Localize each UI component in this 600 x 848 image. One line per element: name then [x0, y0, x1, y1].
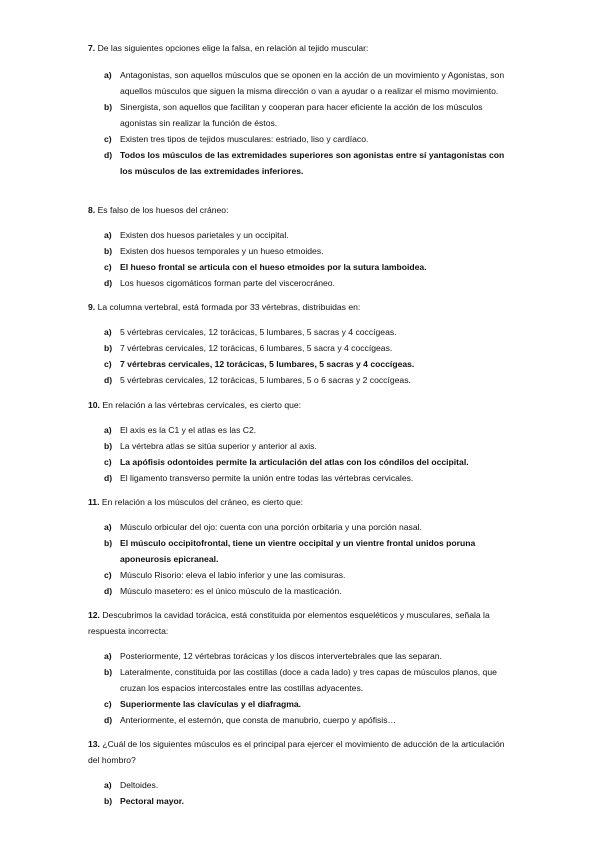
options-list — [88, 67, 518, 179]
option-letter: b) — [104, 246, 113, 256]
question-11 — [88, 494, 518, 599]
option-text: Anteriormente, el esternón, que consta de manubrio, cuerpo y apófisis… — [120, 715, 397, 725]
option-letter: d) — [104, 150, 113, 160]
option-text: 5 vértebras cervicales, 12 torácicas, 5 lumbares, 5 o 6 sacras y 2 coccígeas. — [120, 375, 411, 385]
option-d — [88, 583, 518, 599]
question-text: En relación a las vértebras cervicales, es cierto que: — [102, 400, 302, 410]
question-text: En relación a los músculos del cráneo, es cierto que: — [101, 497, 303, 507]
option-letter: d) — [104, 375, 113, 385]
option-letter: b) — [104, 667, 113, 677]
options-list — [88, 648, 518, 728]
option-a — [88, 648, 518, 664]
option-letter: a) — [104, 70, 112, 80]
option-d — [88, 372, 518, 388]
options-list — [88, 519, 518, 599]
option-text: 7 vértebras cervicales, 12 torácicas, 5 lumbares, 5 sacras y 4 coccígeas. — [120, 359, 415, 369]
option-letter: c) — [104, 699, 112, 709]
option-text: Pectoral mayor. — [120, 796, 185, 806]
question-13 — [88, 736, 518, 809]
option-text: Existen tres tipos de tejidos musculares: estriado, liso y cardíaco. — [120, 134, 369, 144]
option-b — [88, 438, 518, 454]
option-letter: a) — [104, 651, 112, 661]
question-stem — [88, 736, 518, 768]
option-text: 5 vértebras cervicales, 12 torácicas, 5 lumbares, 5 sacras y 4 coccígeas. — [120, 327, 397, 337]
option-d-correct — [88, 147, 518, 179]
option-a — [88, 777, 518, 793]
question-stem — [88, 40, 518, 56]
question-stem — [88, 202, 518, 218]
option-text: El músculo occipitofrontal, tiene un vientre occipital y un vientre frontal unidos poruna aponeurosis epicraneal. — [120, 538, 476, 564]
question-stem — [88, 397, 518, 413]
option-b — [88, 243, 518, 259]
question-number: 7. — [88, 43, 96, 53]
option-letter: a) — [104, 230, 112, 240]
option-text: La vértebra atlas se sitúa superior y anterior al axis. — [120, 441, 317, 451]
option-c-correct — [88, 356, 518, 372]
option-c-correct — [88, 454, 518, 470]
question-stem — [88, 299, 518, 315]
question-12 — [88, 607, 518, 728]
option-c-correct — [88, 259, 518, 275]
option-letter: a) — [104, 327, 112, 337]
question-9 — [88, 299, 518, 388]
option-text: Deltoides. — [120, 780, 159, 790]
question-text: Descubrimos la cavidad torácica, está constituida por elementos esqueléticos y musculares, señala la respuesta incorrecta: — [88, 610, 490, 636]
option-c — [88, 131, 518, 147]
question-10 — [88, 397, 518, 486]
question-8 — [88, 202, 518, 291]
option-a — [88, 519, 518, 535]
option-text: Antagonistas, son aquellos músculos que se oponen en la acción de un movimiento y Agonistas, son aquellos músculos que siguen la misma dirección o van a ayudar o a realizar el mismo movimiento. — [120, 70, 505, 96]
options-list — [88, 324, 518, 388]
question-number: 10. — [88, 400, 100, 410]
option-text: Músculo orbicular del ojo: cuenta con una porción orbitaria y una porción nasal. — [120, 522, 422, 532]
option-d — [88, 712, 518, 728]
option-letter: d) — [104, 278, 113, 288]
options-list — [88, 777, 518, 809]
option-letter: a) — [104, 425, 112, 435]
option-letter: b) — [104, 441, 113, 451]
option-letter: a) — [104, 780, 112, 790]
question-stem — [88, 494, 518, 510]
option-letter: b) — [104, 343, 113, 353]
option-b — [88, 340, 518, 356]
option-letter: c) — [104, 262, 112, 272]
option-a — [88, 67, 518, 99]
option-text: Lateralmente, constituida por las costillas (doce a cada lado) y tres capas de músculos planos, que cruzan los espacios intercostales entre las costillas adyacentes. — [120, 667, 497, 693]
option-letter: d) — [104, 473, 113, 483]
question-number: 12. — [88, 610, 100, 620]
option-text: El ligamento transverso permite la unión entre todas las vértebras cervicales. — [120, 473, 414, 483]
option-a — [88, 422, 518, 438]
option-c-correct — [88, 696, 518, 712]
option-text: Todos los músculos de las extremidades superiores son agonistas entre sí yantagonistas con los músculos de las extremidades inferiores. — [120, 150, 505, 176]
option-text: Existen dos huesos temporales y un hueso etmoides. — [120, 246, 324, 256]
question-number: 11. — [88, 497, 100, 507]
question-text: De las siguientes opciones elige la falsa, en relación al tejido muscular: — [97, 43, 369, 53]
option-letter: b) — [104, 538, 113, 548]
option-letter: c) — [104, 359, 112, 369]
option-letter: b) — [104, 102, 113, 112]
option-text: 7 vértebras cervicales, 12 torácicas, 6 lumbares, 5 sacra y 4 coccígeas. — [120, 343, 393, 353]
option-b — [88, 664, 518, 696]
option-text: El axis es la C1 y el atlas es las C2. — [120, 425, 257, 435]
option-text: Posteriormente, 12 vértebras torácicas y los discos intervertebrales que las separan. — [120, 651, 442, 661]
question-stem — [88, 607, 518, 639]
question-text: ¿Cuál de los siguientes músculos es el principal para ejercer el movimiento de aducción de la articulación del hombro? — [88, 739, 505, 765]
option-text: La apófisis odontoides permite la articulación del atlas con los cóndilos del occipital. — [120, 457, 469, 467]
options-list — [88, 227, 518, 291]
option-letter: c) — [104, 134, 112, 144]
option-b-correct — [88, 535, 518, 567]
option-text: Sinergista, son aquellos que facilitan y cooperan para hacer eficiente la acción de los músculos agonistas sin realizar la función de éstos. — [120, 102, 483, 128]
option-text: El hueso frontal se articula con el hueso etmoides por la sutura lamboidea. — [120, 262, 427, 272]
option-text: Músculo Risorio: eleva el labio inferior y une las comisuras. — [120, 570, 346, 580]
option-d — [88, 275, 518, 291]
question-number: 9. — [88, 302, 96, 312]
option-c — [88, 567, 518, 583]
question-7 — [88, 40, 518, 179]
option-letter: b) — [104, 796, 113, 806]
option-d — [88, 470, 518, 486]
question-text: Es falso de los huesos del cráneo: — [97, 205, 229, 215]
option-letter: a) — [104, 522, 112, 532]
option-a — [88, 227, 518, 243]
question-number: 8. — [88, 205, 96, 215]
option-a — [88, 324, 518, 340]
option-text: Existen dos huesos parietales y un occipital. — [120, 230, 289, 240]
options-list — [88, 422, 518, 486]
question-text: La columna vertebral, está formada por 33 vértebras, distribuidas en: — [97, 302, 361, 312]
option-b-correct — [88, 793, 518, 809]
option-letter: c) — [104, 457, 112, 467]
option-letter: c) — [104, 570, 112, 580]
question-number: 13. — [88, 739, 100, 749]
option-b — [88, 99, 518, 131]
option-text: Superiormente las clavículas y el diafragma. — [120, 699, 302, 709]
option-text: Músculo masetero: es el único músculo de la masticación. — [120, 586, 342, 596]
option-text: Los huesos cigomáticos forman parte del viscerocráneo. — [120, 278, 335, 288]
option-letter: d) — [104, 586, 113, 596]
option-letter: d) — [104, 715, 113, 725]
